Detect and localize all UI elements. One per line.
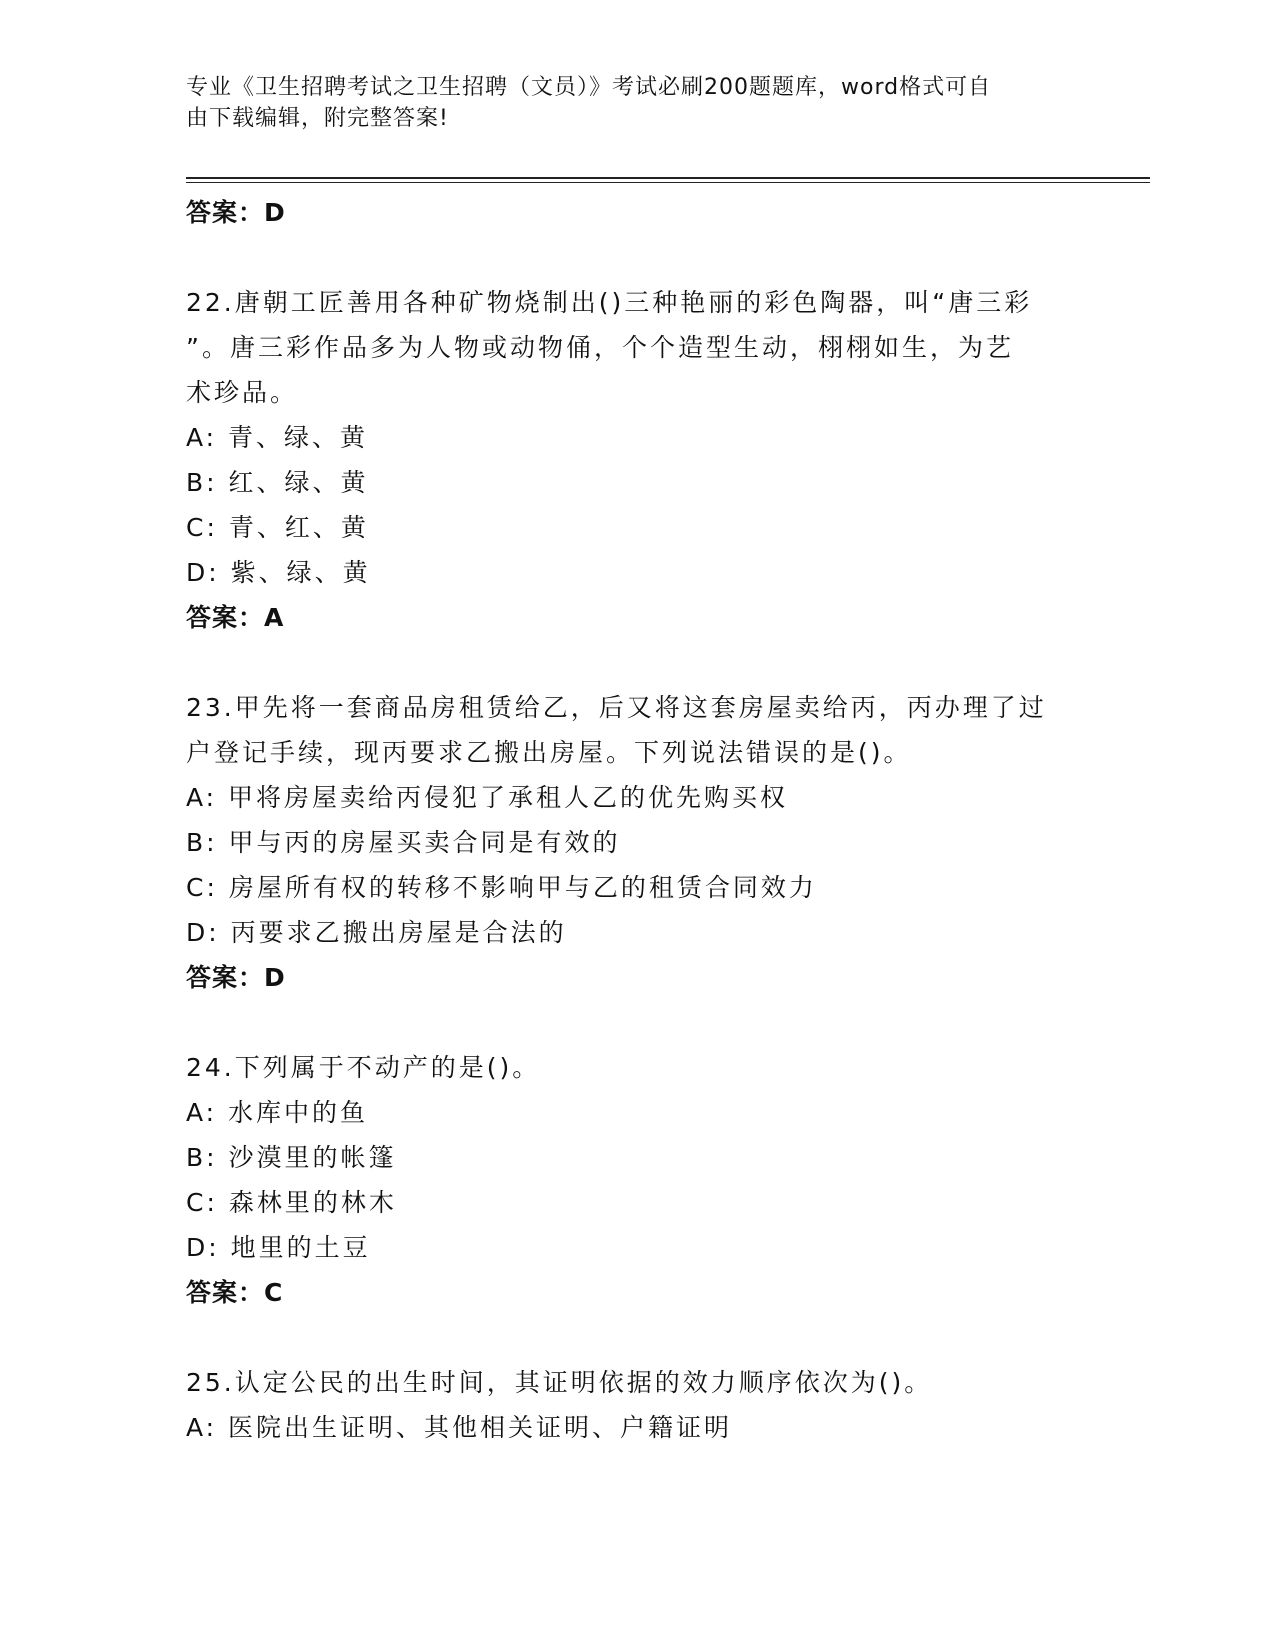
option-a: A: 医院出生证明、其他相关证明、户籍证明 (186, 1413, 733, 1442)
header-rule-thin (186, 182, 1150, 183)
question-text-line: 术珍品。 (186, 378, 299, 407)
question-text-line: ”。唐三彩作品多为人物或动物俑，个个造型生动，栩栩如生，为艺 (186, 333, 1014, 362)
option-b: B: 红、绿、黄 (186, 468, 369, 497)
spacer (186, 1000, 1086, 1045)
question-block (186, 685, 1086, 1000)
spacer (186, 1315, 1086, 1360)
option-d: D: 紫、绿、黄 (186, 558, 371, 587)
question-block (186, 280, 1086, 640)
page-header (186, 72, 1086, 134)
header-line-1: 专业《卫生招聘考试之卫生招聘（文员）》考试必刷200题题库，word格式可自 (186, 75, 992, 100)
header-rule-thick (186, 177, 1150, 179)
option-b: B: 沙漠里的帐篷 (186, 1143, 397, 1172)
answer-line: 答案：D (186, 198, 286, 227)
option-c: C: 森林里的林木 (186, 1188, 397, 1217)
option-d: D: 地里的土豆 (186, 1233, 371, 1262)
question-text-line: 22.唐朝工匠善用各种矿物烧制出()三种艳丽的彩色陶器，叫“唐三彩 (186, 288, 1033, 317)
answer-line: 答案：C (186, 1278, 284, 1307)
question-block (186, 1360, 1086, 1450)
option-a: A: 水库中的鱼 (186, 1098, 369, 1127)
spacer (186, 640, 1086, 685)
question-text-line: 23.甲先将一套商品房租赁给乙，后又将这套房屋卖给丙，丙办理了过 (186, 693, 1047, 722)
answer-line: 答案：D (186, 963, 286, 992)
header-line-2: 由下载编辑，附完整答案! (186, 106, 449, 131)
question-block (186, 1045, 1086, 1315)
question-text-line: 户登记手续，现丙要求乙搬出房屋。下列说法错误的是()。 (186, 738, 912, 767)
option-b: B: 甲与丙的房屋买卖合同是有效的 (186, 828, 621, 857)
option-a: A: 甲将房屋卖给丙侵犯了承租人乙的优先购买权 (186, 783, 789, 812)
spacer (186, 235, 1086, 280)
option-a: A: 青、绿、黄 (186, 423, 369, 452)
option-d: D: 丙要求乙搬出房屋是合法的 (186, 918, 567, 947)
answer-line: 答案：A (186, 603, 285, 632)
question-text-line: 25.认定公民的出生时间，其证明依据的效力顺序依次为()。 (186, 1368, 933, 1397)
option-c: C: 青、红、黄 (186, 513, 369, 542)
question-list (186, 190, 1086, 1450)
option-c: C: 房屋所有权的转移不影响甲与乙的租赁合同效力 (186, 873, 817, 902)
question-text-line: 24.下列属于不动产的是()。 (186, 1053, 541, 1082)
